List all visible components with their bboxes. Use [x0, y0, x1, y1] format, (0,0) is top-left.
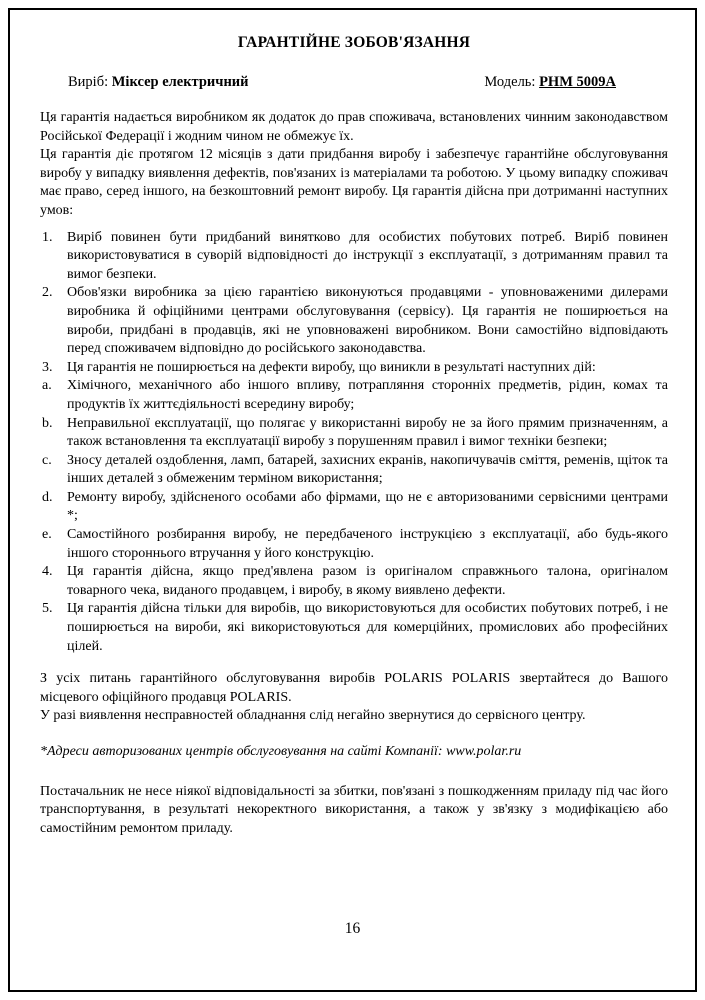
list-text: Виріб повинен бути придбаний винятково для особистих побутових потреб. Виріб повинен використовуватися в суворій відповідності до інструкції з експлуатації, з дотриманням правил та вимог безпеки.	[67, 229, 668, 282]
list-item	[40, 229, 668, 285]
list-text: Ця гарантія дійсна тільки для виробів, що використовуються для особистих побутових потреб, і не поширюється на вироби, які використовуються для комерційних, промислових або професійних цілей.	[67, 601, 668, 654]
list-item	[40, 284, 668, 358]
intro-paragraph: Ця гарантія надається виробником як додаток до прав споживача, встановлених чинним законодавством Російської Федерації і жодним чином не обмежує їх.	[40, 110, 668, 144]
list-text: Неправильної експлуатації, що полягає у використанні виробу не за його прямим призначенням, а також встановлення та експлуатації виробу з порушенням правил і вимог техніки безпеки;	[67, 415, 668, 450]
list-item	[40, 600, 668, 656]
conditions-list	[40, 229, 668, 657]
list-text: Ремонту виробу, здійсненого особами або фірмами, що не є авторизованими сервісними центрами *;	[67, 489, 668, 524]
list-marker: c.	[42, 452, 52, 468]
list-text: Хімічного, механічного або іншого впливу, потрапляння сторонніх предметів, рідин, комах та продуктів їх життєдіяльності всередину виробу;	[67, 378, 668, 412]
list-text: Самостійного розбирання виробу, не передбаченого інструкцією з експлуатації, або будь-якого іншого стороннього втручання у його конструкцію.	[67, 527, 668, 561]
list-marker: 3.	[42, 359, 53, 375]
service-centers-footnote: *Адреси авторизованих центрів обслуговування на сайті Компанії: www.polar.ru	[40, 744, 522, 759]
document-title: ГАРАНТІЙНЕ ЗОБОВ'ЯЗАННЯ	[237, 34, 471, 51]
list-marker: 1.	[42, 229, 53, 245]
list-marker: b.	[42, 415, 53, 431]
list-item	[40, 452, 668, 489]
list-item	[40, 377, 668, 414]
disclaimer-paragraph: Постачальник не несе ніякої відповідальності за збитки, пов'язані з пошкодженням приладу під час його транспортування, в результаті некоректного використання, а також у зв'язку з модифікацією або самостійним ремонтом приладу.	[40, 783, 668, 836]
list-marker: 4.	[42, 564, 53, 580]
list-item	[40, 526, 668, 563]
list-item	[40, 563, 668, 600]
list-marker: e.	[42, 527, 52, 543]
product-model-line	[40, 74, 668, 91]
list-marker: d.	[42, 489, 53, 505]
list-marker: a.	[42, 378, 52, 394]
product-field	[68, 74, 249, 91]
list-marker: 2.	[42, 285, 53, 301]
model-field	[484, 74, 616, 91]
intro-paragraph: Ця гарантія діє протягом 12 місяців з дати придбання виробу і забезпечує гарантійне обслуговування виробу у випадку виявлення дефектів, пов'язаних із матеріалами та роботою. У цьому випадку споживач має право, серед іншого, на безкоштовний ремонт виробу. Ця гарантія дійсна при дотриманні наступних умов:	[40, 147, 668, 218]
list-item	[40, 359, 668, 378]
intro-paragraphs	[40, 109, 668, 221]
list-text: Ця гарантія дійсна, якщо пред'явлена разом із оригіналом справжнього талона, оригіналом товарного чека, виданого продавцем, і виробу, в якому виявлено дефекти.	[67, 564, 668, 598]
list-marker: 5.	[42, 601, 53, 617]
page-frame	[8, 8, 697, 992]
product-label: Виріб:	[68, 74, 109, 90]
list-item	[40, 489, 668, 526]
closing-paragraph: З усіх питань гарантійного обслуговування виробів POLARIS POLARIS звертайтеся до Вашого місцевого офіційного продавця POLARIS.	[40, 671, 668, 705]
closing-paragraphs	[40, 670, 668, 726]
model-value: РНМ 5009А	[539, 74, 616, 90]
page-number: 16	[344, 920, 361, 937]
list-item	[40, 415, 668, 452]
product-value: Міксер електричний	[111, 74, 249, 90]
closing-paragraph: У разі виявлення несправностей обладнання слід негайно звернутися до сервісного центру.	[40, 708, 586, 724]
model-label: Модель:	[484, 74, 536, 90]
list-text: Ця гарантія не поширюється на дефекти виробу, що виникли в результаті наступних дій:	[67, 359, 596, 375]
list-text: Обов'язки виробника за цією гарантією виконуються продавцями - уповноваженими дилерами виробника й офіційними центрами обслуговування (сервісу). Ця гарантія не поширюється на вироби, придбані в продавців, які не уповноважені виробником. Вони самостійно відповідають перед споживачем відповідно до російського законодавства.	[67, 285, 668, 357]
list-text: Зносу деталей оздоблення, ламп, батарей, захисних екранів, накопичувачів сміття, ременів, щіток та інших деталей з обмеженим терміном використання;	[67, 452, 668, 487]
